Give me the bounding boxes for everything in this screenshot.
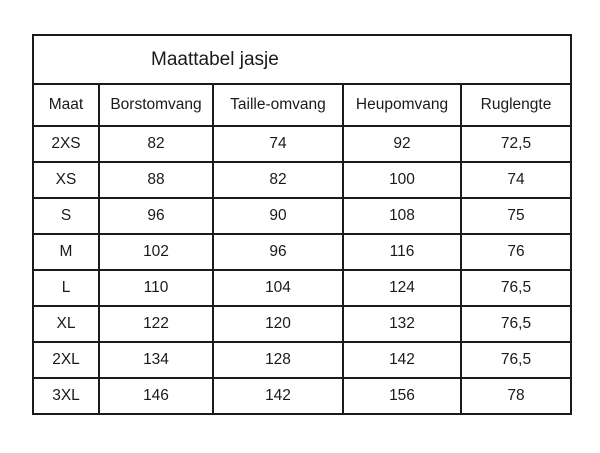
- measurement-cell: 74: [213, 126, 343, 162]
- size-label-cell: L: [33, 270, 99, 306]
- column-header: Heupomvang: [343, 84, 461, 126]
- size-label-cell: 3XL: [33, 378, 99, 414]
- measurement-cell: 74: [461, 162, 571, 198]
- measurement-cell: 102: [99, 234, 213, 270]
- column-header: Borstomvang: [99, 84, 213, 126]
- table-title: Maattabel jasje: [33, 35, 571, 84]
- measurement-cell: 120: [213, 306, 343, 342]
- measurement-cell: 78: [461, 378, 571, 414]
- measurement-cell: 142: [343, 342, 461, 378]
- measurement-cell: 76,5: [461, 306, 571, 342]
- measurement-cell: 88: [99, 162, 213, 198]
- table-row: [33, 162, 571, 198]
- size-label-cell: S: [33, 198, 99, 234]
- measurement-cell: 90: [213, 198, 343, 234]
- size-label-cell: XL: [33, 306, 99, 342]
- header-row: [33, 84, 571, 126]
- title-row: [33, 35, 571, 84]
- measurement-cell: 76,5: [461, 270, 571, 306]
- table-row: [33, 270, 571, 306]
- measurement-cell: 122: [99, 306, 213, 342]
- measurement-cell: 156: [343, 378, 461, 414]
- measurement-cell: 76,5: [461, 342, 571, 378]
- size-label-cell: 2XL: [33, 342, 99, 378]
- column-header: Taille-omvang: [213, 84, 343, 126]
- measurement-cell: 76: [461, 234, 571, 270]
- measurement-cell: 92: [343, 126, 461, 162]
- measurement-cell: 116: [343, 234, 461, 270]
- table-row: [33, 234, 571, 270]
- measurement-cell: 108: [343, 198, 461, 234]
- size-label-cell: M: [33, 234, 99, 270]
- column-header: Ruglengte: [461, 84, 571, 126]
- measurement-cell: 110: [99, 270, 213, 306]
- measurement-cell: 134: [99, 342, 213, 378]
- size-label-cell: 2XS: [33, 126, 99, 162]
- measurement-cell: 146: [99, 378, 213, 414]
- table-row: [33, 342, 571, 378]
- table-row: [33, 378, 571, 414]
- measurement-cell: 72,5: [461, 126, 571, 162]
- size-chart-body: [33, 35, 571, 414]
- measurement-cell: 96: [99, 198, 213, 234]
- table-row: [33, 198, 571, 234]
- measurement-cell: 142: [213, 378, 343, 414]
- measurement-cell: 82: [99, 126, 213, 162]
- measurement-cell: 100: [343, 162, 461, 198]
- measurement-cell: 96: [213, 234, 343, 270]
- measurement-cell: 124: [343, 270, 461, 306]
- table-row: [33, 306, 571, 342]
- column-header: Maat: [33, 84, 99, 126]
- measurement-cell: 82: [213, 162, 343, 198]
- size-label-cell: XS: [33, 162, 99, 198]
- measurement-cell: 128: [213, 342, 343, 378]
- measurement-cell: 104: [213, 270, 343, 306]
- measurement-cell: 132: [343, 306, 461, 342]
- measurement-cell: 75: [461, 198, 571, 234]
- table-row: [33, 126, 571, 162]
- size-chart-table: [32, 34, 572, 415]
